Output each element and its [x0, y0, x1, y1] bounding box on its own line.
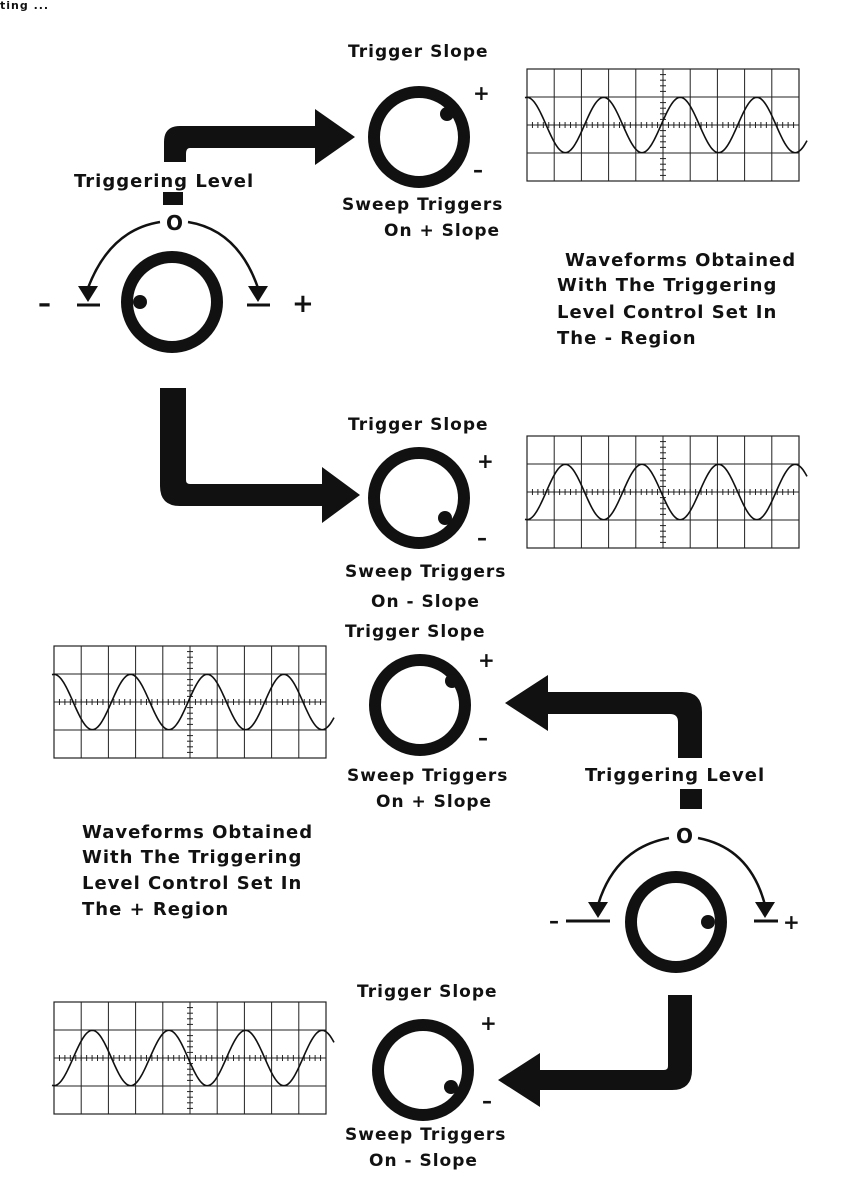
- trigger-slope-knob: [374, 453, 464, 543]
- trigger-slope-knob-dot: [440, 107, 454, 121]
- slope-minus-sign: –: [478, 726, 488, 750]
- slope-plus-sign: +: [478, 648, 495, 672]
- level-minus-sign: –: [38, 289, 51, 319]
- oscilloscope-screen: [52, 646, 334, 758]
- triggering-level-knob-dot: [701, 915, 715, 929]
- triggering-level-knob-dot: [133, 295, 147, 309]
- caption-line: With The Triggering: [82, 847, 303, 868]
- trigger-slope-title: Trigger Slope: [348, 415, 489, 435]
- triggering-level-label: Triggering Level: [585, 765, 766, 786]
- level-marker-bar: [163, 192, 183, 205]
- oscilloscope-screen: [525, 69, 807, 181]
- arrow-to-slope-plus: [505, 675, 702, 758]
- caption-line: Waveforms Obtained: [565, 250, 797, 271]
- trigger-slope-knob-dot: [444, 1080, 458, 1094]
- sweep-triggers-line2: On - Slope: [371, 592, 480, 612]
- level-marker-bar: [680, 789, 702, 809]
- header-fragment: ting ...: [0, 0, 50, 12]
- curve-arrow-left: [88, 222, 160, 288]
- minus-region-group: [38, 42, 796, 612]
- level-plus-sign: +: [292, 289, 314, 319]
- caption-line: Level Control Set In: [82, 873, 303, 894]
- slope-plus-sign: +: [477, 449, 494, 473]
- caption-line: Level Control Set In: [557, 302, 778, 323]
- trigger-slope-knob-dot: [445, 674, 459, 688]
- sweep-triggers-line1: Sweep Triggers: [345, 1125, 507, 1145]
- trigger-slope-title: Trigger Slope: [345, 622, 486, 642]
- caption-line: Waveforms Obtained: [82, 822, 314, 843]
- zero-mark: O: [166, 211, 185, 235]
- caption-line: The + Region: [82, 899, 230, 920]
- triggering-level-label: Triggering Level: [74, 171, 255, 192]
- trigger-slope-title: Trigger Slope: [357, 982, 498, 1002]
- trigger-slope-knob: [378, 1025, 468, 1115]
- curve-arrowhead-right-icon: [755, 902, 775, 918]
- trigger-slope-title: Trigger Slope: [348, 42, 489, 62]
- curve-arrowhead-right-icon: [248, 286, 268, 302]
- arrow-to-slope-minus: [498, 995, 692, 1107]
- slope-minus-sign: –: [482, 1089, 492, 1113]
- sweep-triggers-line2: On - Slope: [369, 1151, 478, 1171]
- trigger-slope-knob: [375, 660, 465, 750]
- curve-arrowhead-left-icon: [588, 902, 608, 918]
- arrow-to-slope-plus: [164, 109, 355, 165]
- arrow-to-slope-minus: [160, 388, 360, 523]
- sweep-triggers-line1: Sweep Triggers: [347, 766, 509, 786]
- zero-mark: O: [676, 824, 695, 848]
- slope-minus-sign: –: [477, 526, 487, 550]
- sweep-triggers-line1: Sweep Triggers: [342, 195, 504, 215]
- sweep-triggers-line1: Sweep Triggers: [345, 562, 507, 582]
- slope-minus-sign: –: [473, 158, 483, 182]
- trigger-slope-knob-dot: [438, 511, 452, 525]
- caption-line: With The Triggering: [557, 275, 778, 296]
- sweep-triggers-line2: On + Slope: [376, 792, 493, 812]
- curve-arrow-right: [188, 222, 258, 288]
- slope-plus-sign: +: [480, 1011, 497, 1035]
- caption-line: The - Region: [557, 328, 697, 349]
- oscilloscope-screen: [525, 436, 807, 548]
- oscilloscope-screen: [52, 1002, 334, 1114]
- slope-plus-sign: +: [473, 81, 490, 105]
- trigger-slope-knob: [374, 92, 464, 182]
- curve-arrowhead-left-icon: [78, 286, 98, 302]
- sweep-triggers-line2: On + Slope: [384, 221, 501, 241]
- level-minus-sign: –: [549, 909, 559, 933]
- level-plus-sign: +: [783, 910, 800, 934]
